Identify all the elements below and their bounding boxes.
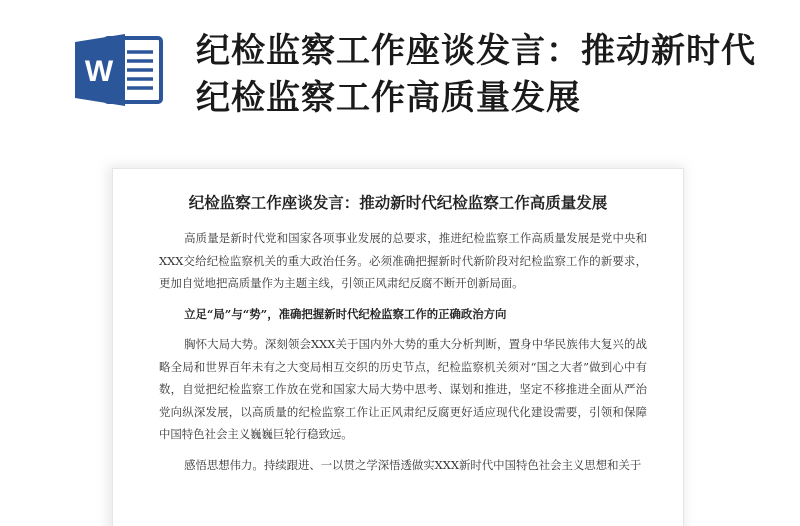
document-title: 纪检监察工作座谈发言：推动新时代纪检监察工作高质量发展 — [188, 193, 608, 212]
word-icon-letter: W — [84, 55, 114, 88]
document-body — [159, 227, 647, 484]
document-page — [112, 168, 684, 526]
paragraph-intro: 高质量是新时代党和国家各项事业发展的总要求，推进纪检监察工作高质量发展是党中央和XXX交给纪检监察机关的重大政治任务。必须准确把握新时代新阶段对纪检监察工作的新要求，更加自觉地把高质量作为主题主线，引领正风肃纪反腐不断开创新局面。 — [159, 231, 647, 290]
paragraph-thought-power: 感悟思想伟力。持续跟进、一以贯之学深悟透做实XXX新时代中国特色社会主义思想和关于 — [184, 457, 642, 472]
paragraph-overall-situation: 胸怀大局大势。深刻领会XXX关于国内外大势的重大分析判断，置身中华民族伟大复兴的战略全局和世界百年未有之大变局相互交织的历史节点，纪检监察机关须对“国之大者”做到心中有数，自觉把纪检监察工作放在党和国家大局大势中思考、谋划和推进，坚定不移推进全面从严治党向纵深发展，以高质量的纪检监察工作让正风肃纪反腐更好适应现代化建设需要，引领和保障中国特色社会主义巍巍巨轮行稳致远。 — [159, 337, 647, 441]
section-heading: 立足“局”与“势”，准确把握新时代纪检监察工作的正确政治方向 — [184, 306, 507, 321]
page-title: 纪检监察工作座谈发言：推动新时代纪检监察工作高质量发展 — [196, 31, 756, 118]
header-banner — [0, 0, 800, 150]
word-document-icon — [75, 34, 165, 106]
